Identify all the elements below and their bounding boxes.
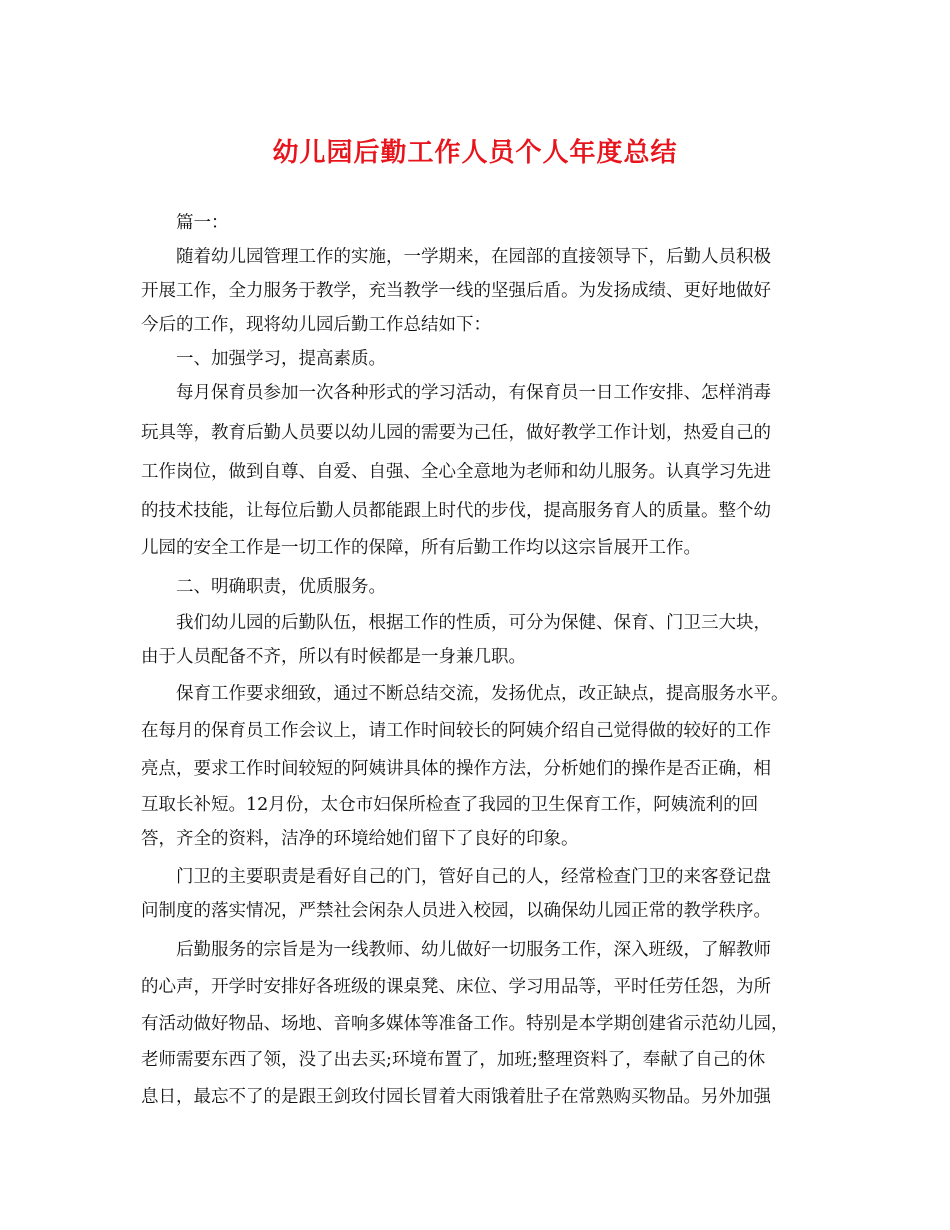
paragraph-line: 每月保育员参加一次各种形式的学习活动，有保育员一日工作安排、怎样消毒: [176, 383, 771, 403]
paragraph-line: 老师需要东西了领，没了出去买;环境布置了，加班;整理资料了，奉献了自己的休: [141, 1050, 766, 1070]
paragraph-line: 工作岗位，做到自尊、自爱、自强、全心全意地为老师和幼儿服务。认真学习先进: [141, 462, 771, 482]
paragraph-line: 的技术技能，让每位后勤人员都能跟上时代的步伐，提高服务育人的质量。整个幼: [141, 501, 771, 521]
paragraph-line: 答，齐全的资料，洁净的环境给她们留下了良好的印象。: [141, 829, 579, 849]
paragraph-line: 儿园的安全工作是一切工作的保障，所有后勤工作均以这宗旨展开工作。: [141, 538, 701, 558]
paragraph-line: 开展工作，全力服务于教学，充当教学一线的坚强后盾。为发扬成绩、更好地做好: [141, 281, 771, 301]
paragraph-line: 亮点，要求工作时间较短的阿姨讲具体的操作方法，分析她们的操作是否正确，相: [141, 759, 771, 779]
section-heading: 二、明确职责，优质服务。: [176, 577, 386, 597]
paragraph-line: 门卫的主要职责是看好自己的门，管好自己的人，经常检查门卫的来客登记盘: [176, 867, 771, 887]
paragraph-line: 问制度的落实情况，严禁社会闲杂人员进入校园，以确保幼儿园正常的教学秩序。: [141, 901, 771, 921]
paragraph-line: 互取长补短。12月份，太仓市妇保所检查了我园的卫生保育工作，阿姨流利的回: [141, 795, 759, 815]
paragraph-line: 随着幼儿园管理工作的实施，一学期来，在园部的直接领导下，后勤人员积极: [176, 247, 771, 267]
paragraph-line: 玩具等，教育后勤人员要以幼儿园的需要为己任，做好教学工作计划，热爱自己的: [141, 423, 771, 443]
paragraph-line: 由于人员配备不齐，所以有时候都是一身兼几职。: [141, 647, 526, 667]
paragraph-line: 我们幼儿园的后勤队伍，根据工作的性质，可分为保健、保育、门卫三大块，: [176, 613, 771, 633]
paragraph-line: 后勤服务的宗旨是为一线教师、幼儿做好一切服务工作，深入班级，了解教师: [176, 940, 771, 960]
section-heading: 一、加强学习，提高素质。: [176, 349, 386, 369]
paragraph-line: 保育工作要求细致，通过不断总结交流，发扬优点，改正缺点，提高服务水平。: [176, 684, 789, 704]
document-title: 幼儿园后勤工作人员个人年度总结: [272, 138, 678, 168]
section-label: 篇一：: [176, 213, 229, 233]
paragraph-line: 的心声，开学时安排好各班级的课桌凳、床位、学习用品等，平时任劳任怨，为所: [141, 977, 771, 997]
paragraph-line: 有活动做好物品、场地、音响多媒体等准备工作。特别是本学期创建省示范幼儿园，: [141, 1014, 789, 1034]
paragraph-line: 今后的工作，现将幼儿园后勤工作总结如下：: [141, 315, 491, 335]
paragraph-line: 在每月的保育员工作会议上，请工作时间较长的阿姨介绍自己觉得做的较好的工作: [141, 721, 771, 741]
paragraph-line: 息日，最忘不了的是跟王剑玫付园长冒着大雨饿着肚子在常熟购买物品。另外加强: [141, 1087, 771, 1107]
